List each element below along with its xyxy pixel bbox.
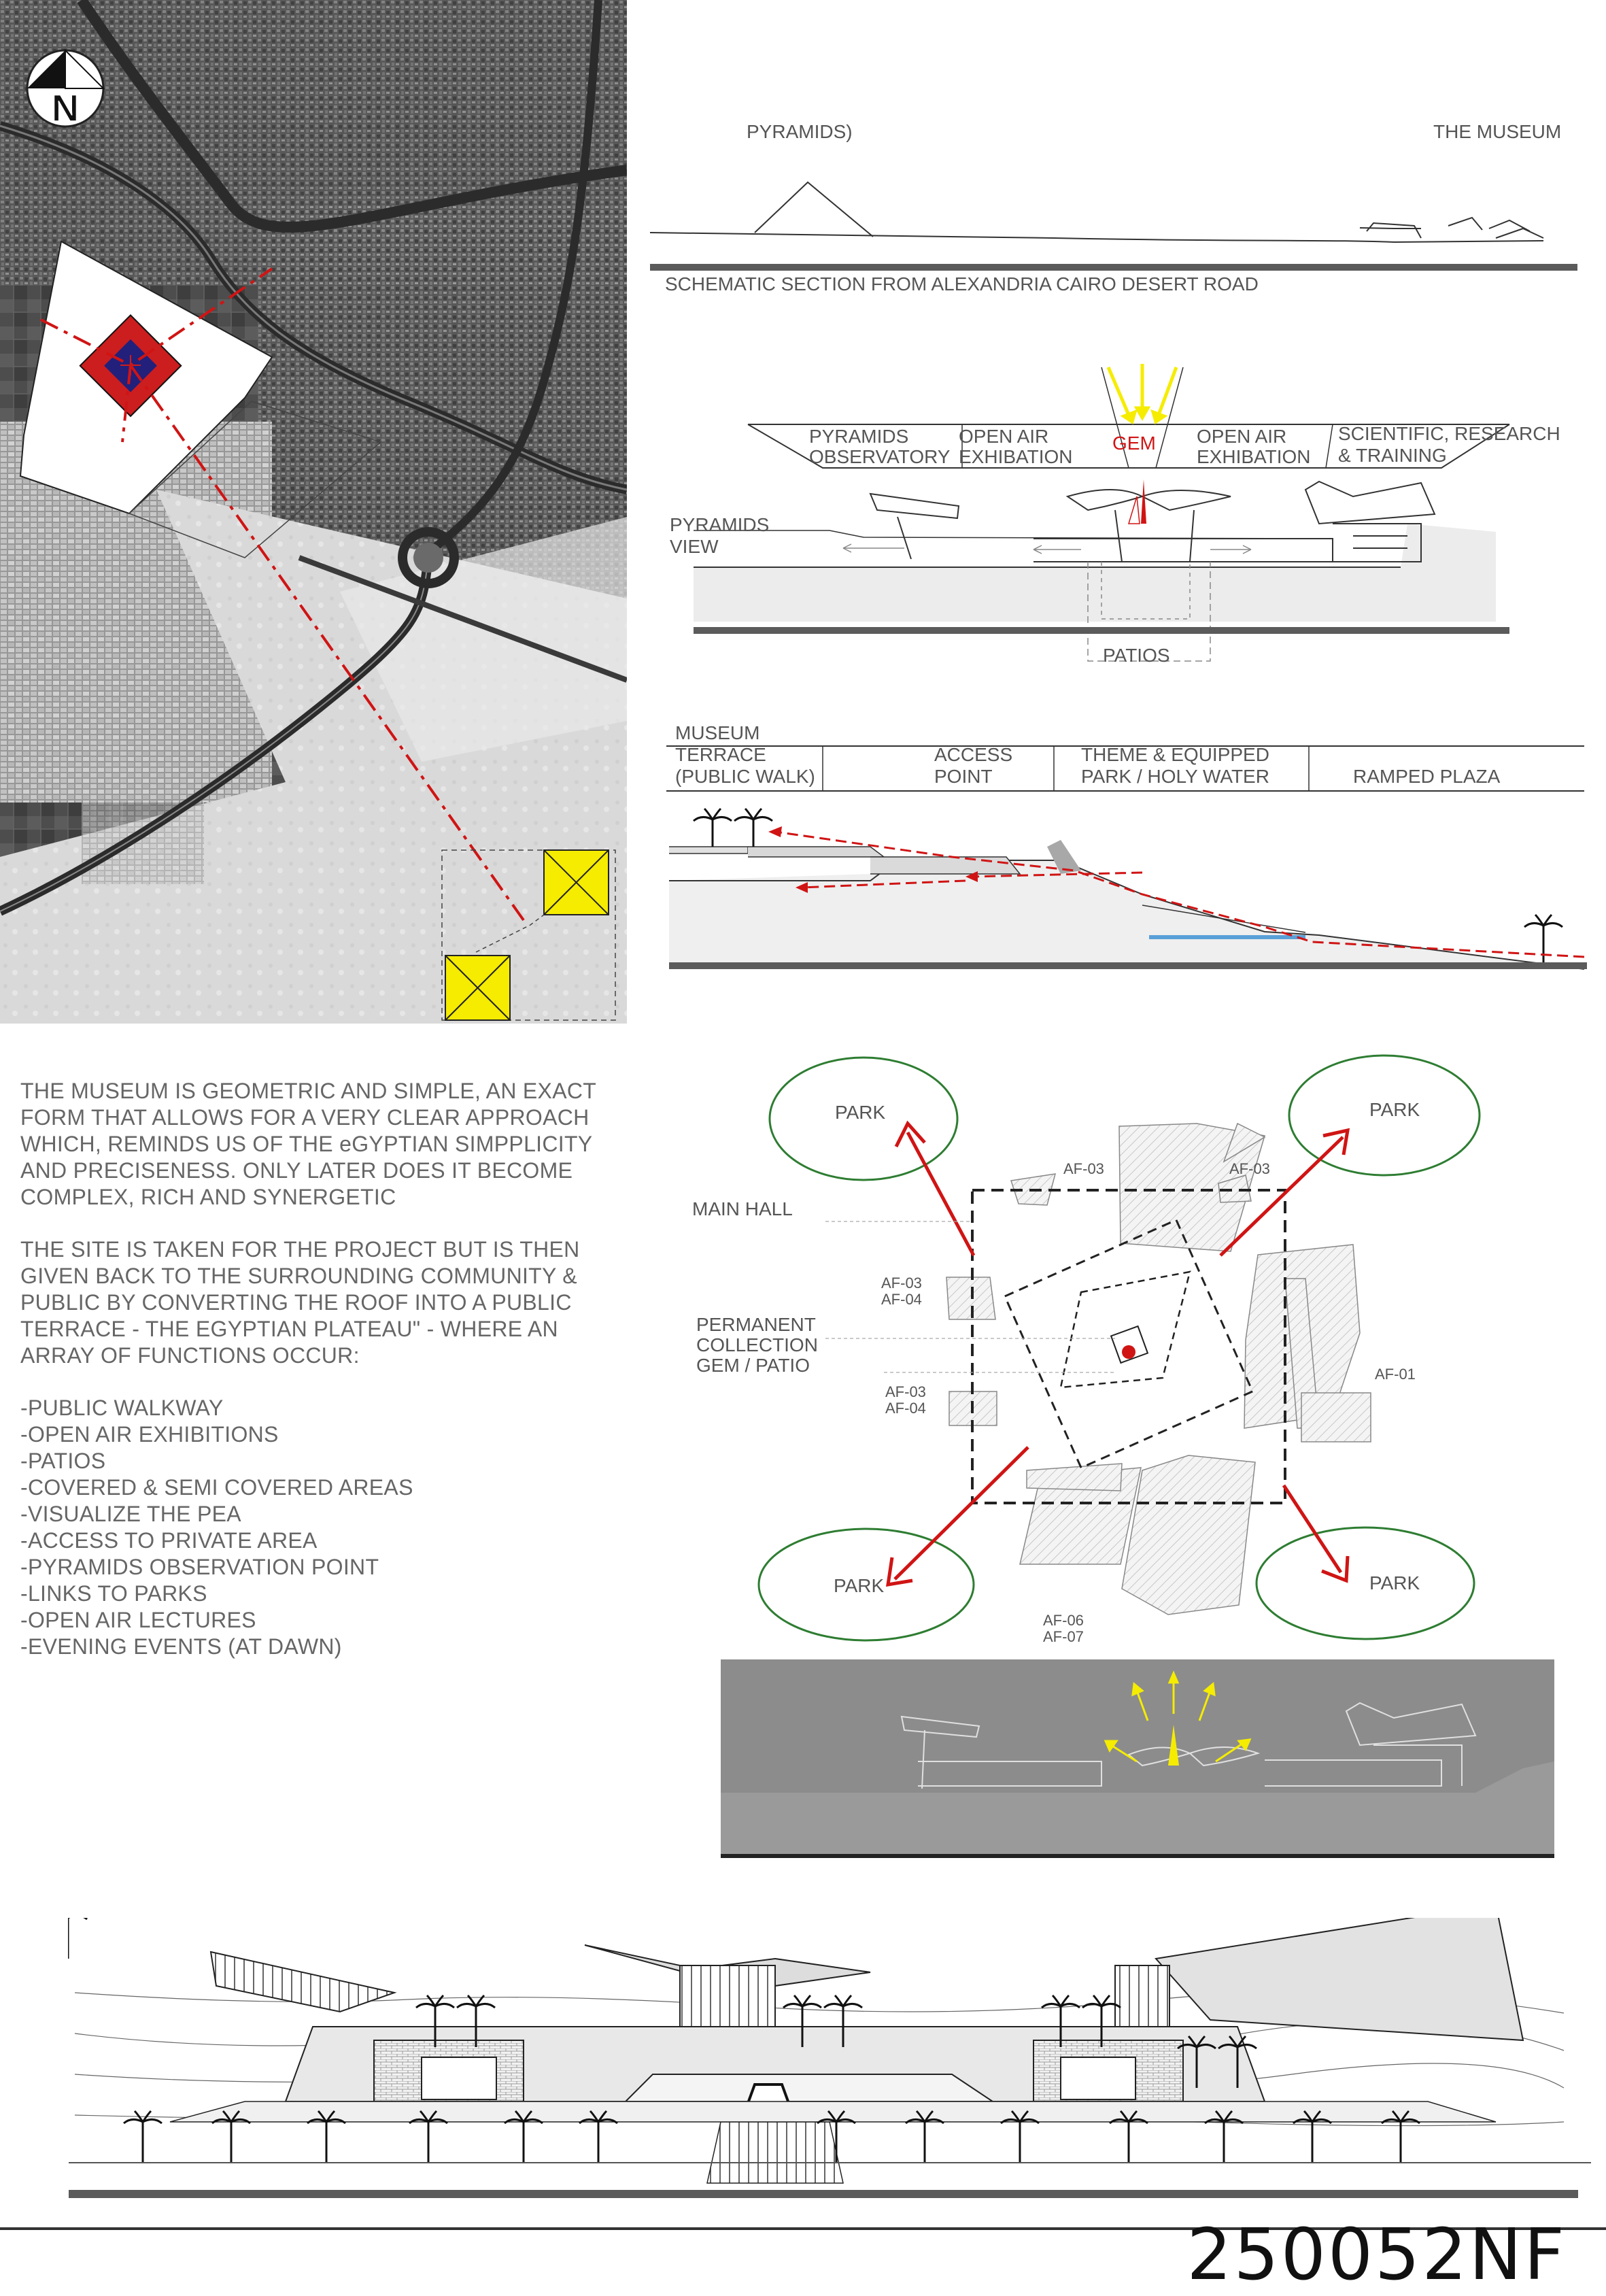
label-park-tl: PARK — [835, 1102, 886, 1123]
list-item: -PATIOS — [20, 1449, 106, 1473]
sunlight-arrows — [1108, 364, 1176, 422]
building-sections — [870, 482, 1435, 562]
list-item: -LINKS TO PARKS — [20, 1581, 207, 1606]
label-af-01: AF-01 — [1375, 1366, 1416, 1383]
label-open-air-right-1: OPEN AIR — [1197, 426, 1287, 447]
label-af-06: AF-06 — [1043, 1612, 1084, 1629]
label-af-03-a: AF-03 — [1063, 1160, 1104, 1177]
museum-section-functions — [653, 360, 1591, 673]
list-item: -OPEN AIR EXHIBITIONS — [20, 1422, 279, 1447]
building-blocks — [946, 1124, 1371, 1615]
label-af-03-upper: AF-03 — [881, 1274, 922, 1292]
label-access-point-2: POINT — [934, 766, 993, 787]
list-item: -ACCESS TO PRIVATE AREA — [20, 1528, 318, 1553]
schematic-section-drawing — [646, 163, 1584, 279]
label-museum-terrace-3: (PUBLIC WALK) — [675, 766, 815, 787]
label-the-museum: THE MUSEUM — [1433, 121, 1562, 142]
label-pyramids-view-1: PYRAMIDS — [670, 514, 770, 535]
project-code: 250052NF — [1186, 2213, 1567, 2296]
pyramid-marker-2 — [445, 956, 510, 1020]
label-theme-park-2: PARK / HOLY WATER — [1081, 766, 1269, 787]
label-af-03-lower: AF-03 — [885, 1383, 926, 1400]
label-scientific-2: & TRAINING — [1338, 445, 1447, 466]
label-gem: GEM — [1112, 433, 1156, 454]
label-pyramids-observatory-1: PYRAMIDS — [809, 426, 909, 447]
label-museum-terrace-1: MUSEUM — [675, 722, 760, 743]
description-paragraph-2: THE SITE IS TAKEN FOR THE PROJECT BUT IS THEN GIVEN BACK TO THE SURROUNDING COMMUNITY & PUBLIC BY CONVERTING THE ROOF INTO A PUBLIC TERRACE - THE EGYPTIAN PLATEAU" - WHERE AN ARRAY OF FUNCTIONS OCCUR: — [20, 1237, 580, 1368]
label-park-bl: PARK — [834, 1575, 885, 1596]
list-item: -PUBLIC WALKWAY — [20, 1396, 224, 1420]
label-permanent-collection-1: PERMANENT — [696, 1314, 816, 1335]
museum-silhouette — [1360, 218, 1543, 238]
label-af-04-lower: AF-04 — [885, 1400, 926, 1417]
gem-patio-dot — [1122, 1345, 1135, 1359]
label-af-04-upper: AF-04 — [881, 1291, 922, 1308]
label-park-tr: PARK — [1369, 1099, 1420, 1120]
label-main-hall: MAIN HALL — [692, 1198, 793, 1219]
project-description — [20, 1078, 619, 1660]
label-park-br: PARK — [1369, 1572, 1420, 1593]
list-item: -VISUALIZE THE PEA — [20, 1502, 241, 1526]
label-open-air-left-2: EXHIBATION — [959, 446, 1073, 467]
svg-text:N: N — [51, 86, 80, 129]
list-item: -EVENING EVENTS (AT DAWN) — [20, 1634, 342, 1659]
label-theme-park-1: THEME & EQUIPPED — [1081, 744, 1269, 765]
label-pyramids-observatory-2: OBSERVATORY — [809, 446, 951, 467]
night-section-panel — [721, 1659, 1554, 1861]
schematic-section-caption: SCHEMATIC SECTION FROM ALEXANDRIA CAIRO DESERT ROAD — [665, 273, 1259, 294]
label-permanent-collection-2: COLLECTION — [696, 1334, 818, 1355]
list-item: -COVERED & SEMI COVERED AREAS — [20, 1475, 413, 1500]
label-scientific-1: SCIENTIFIC, RESEARCH — [1338, 423, 1560, 444]
label-af-07: AF-07 — [1043, 1628, 1084, 1645]
museum-elevation-drawing — [68, 1918, 1591, 2217]
label-patios: PATIOS — [1103, 645, 1170, 666]
label-museum-terrace-2: TERRACE — [675, 744, 766, 765]
label-pyramids-view-2: VIEW — [670, 536, 719, 557]
label-open-air-left-1: OPEN AIR — [959, 426, 1049, 447]
palm-row — [68, 1918, 87, 1959]
park-ellipse-br — [1257, 1527, 1474, 1639]
label-pyramids: PYRAMIDS) — [747, 121, 853, 142]
list-item: -OPEN AIR LECTURES — [20, 1608, 256, 1632]
list-item: -PYRAMIDS OBSERVATION POINT — [20, 1555, 379, 1579]
label-open-air-right-2: EXHIBATION — [1197, 446, 1311, 467]
label-ramped-plaza: RAMPED PLAZA — [1353, 766, 1501, 787]
pyramid-marker-1 — [544, 850, 609, 915]
label-af-03-b: AF-03 — [1229, 1160, 1270, 1177]
label-access-point-1: ACCESS — [934, 744, 1013, 765]
description-paragraph-1: THE MUSEUM IS GEOMETRIC AND SIMPLE, AN EXACT FORM THAT ALLOWS FOR A VERY CLEAR APPROACH WHICH, REMINDS US OF THE eGYPTIAN SIMPPLICITY AND PRECISENESS. ONLY LATER DOES IT BECOME COMPLEX, RICH AND SYNERGETIC — [20, 1079, 596, 1209]
label-permanent-collection-3: GEM / PATIO — [696, 1355, 810, 1376]
site-aerial-map — [0, 0, 627, 1024]
functions-list — [20, 1395, 619, 1660]
